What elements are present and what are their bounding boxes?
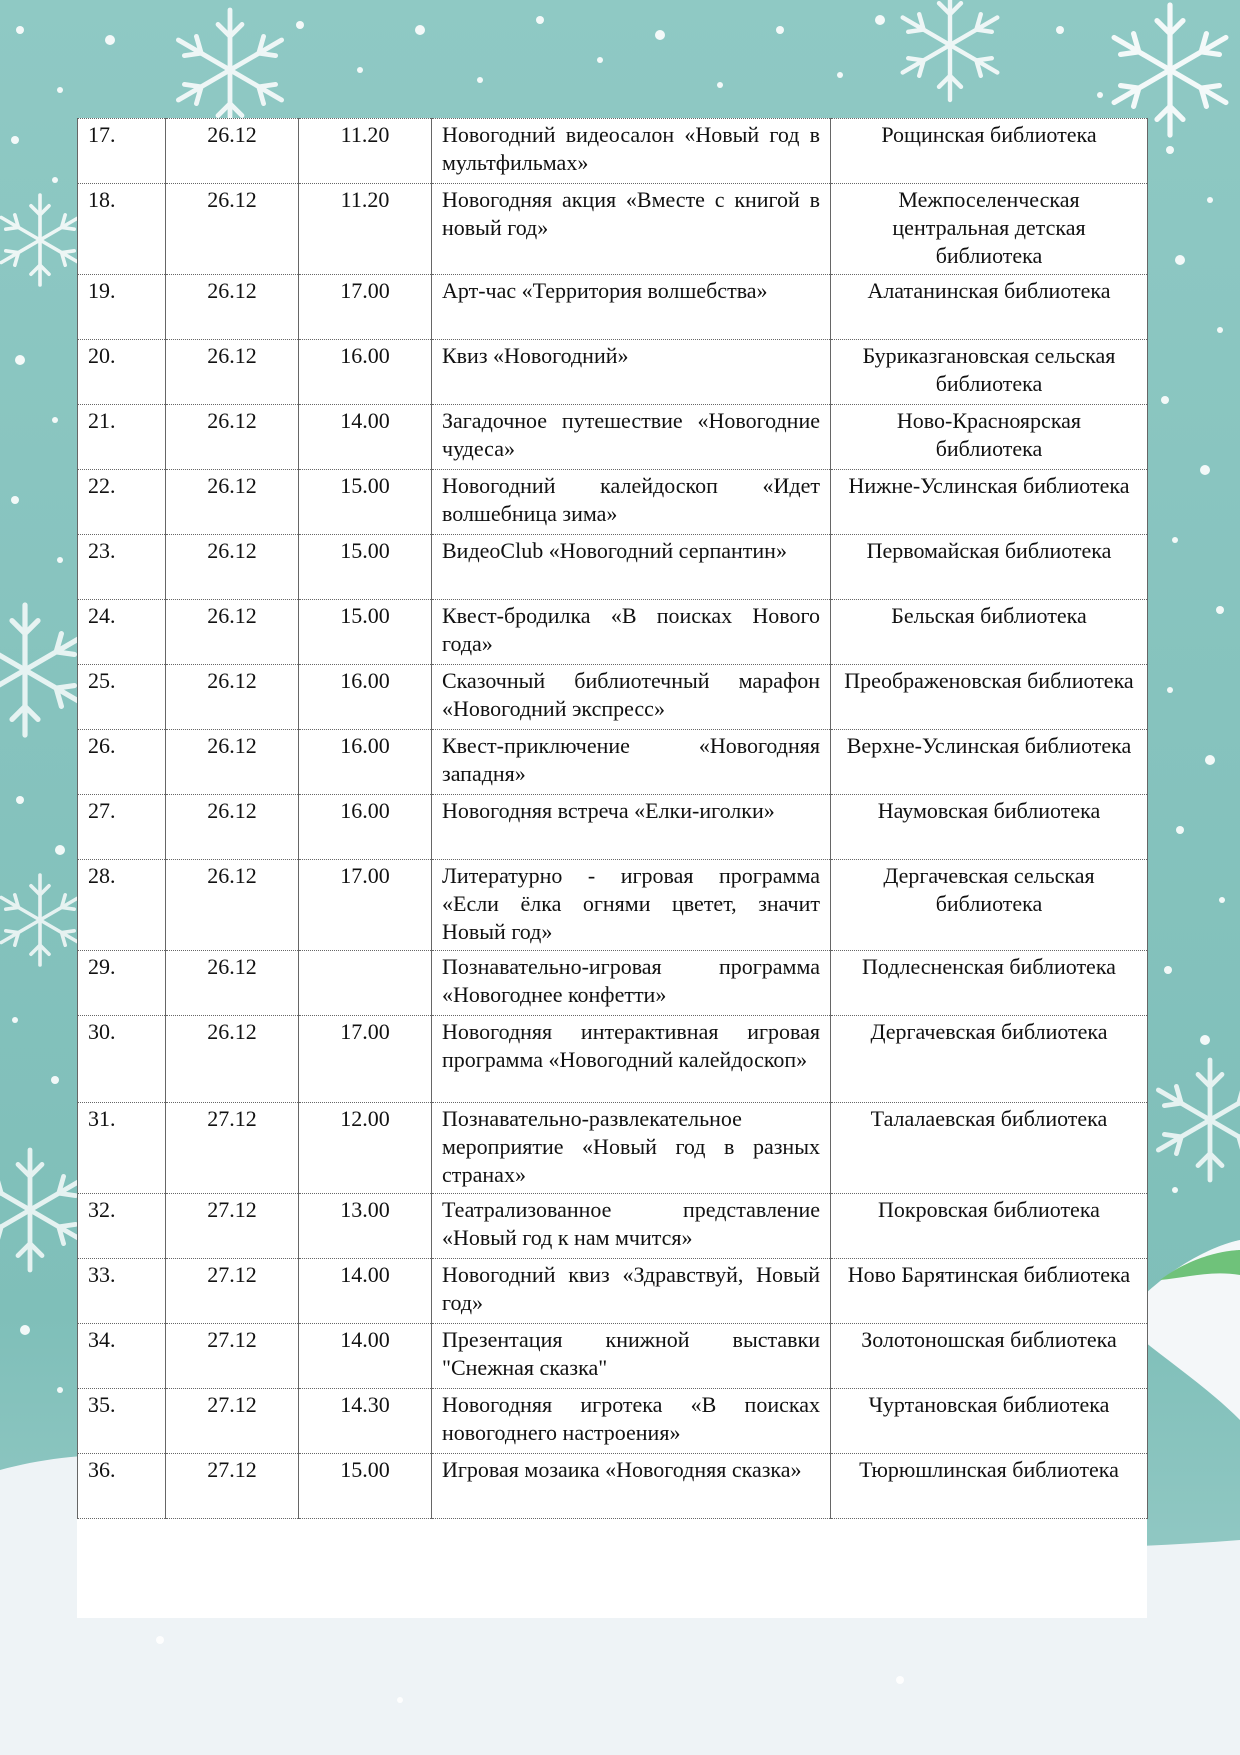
table-row — [78, 1194, 1148, 1259]
table-row — [78, 1454, 1148, 1519]
event-place: Ново-Красноярская библиотека — [831, 405, 1148, 470]
event-title: Новогодняя встреча «Елки-иголки» — [432, 795, 831, 860]
row-number: 19. — [78, 275, 166, 340]
snowflake-icon — [1114, 5, 1226, 135]
event-time: 11.20 — [299, 184, 432, 275]
event-date: 26.12 — [166, 535, 299, 600]
event-place: Буриказгановская сельская библиотека — [831, 340, 1148, 405]
table-row — [78, 275, 1148, 340]
event-time: 17.00 — [299, 860, 432, 951]
event-place: Чуртановская библиотека — [831, 1389, 1148, 1454]
event-date: 26.12 — [166, 340, 299, 405]
event-place: Наумовская библиотека — [831, 795, 1148, 860]
event-time — [299, 951, 432, 1016]
events-table — [77, 118, 1148, 1519]
row-number: 21. — [78, 405, 166, 470]
row-number: 28. — [78, 860, 166, 951]
event-title: Сказочный библиотечный марафон «Новогодний экспресс» — [432, 665, 831, 730]
event-date: 26.12 — [166, 665, 299, 730]
row-number: 30. — [78, 1016, 166, 1103]
event-time: 15.00 — [299, 600, 432, 665]
row-number: 24. — [78, 600, 166, 665]
table-row — [78, 119, 1148, 184]
table-row — [78, 795, 1148, 860]
event-date: 27.12 — [166, 1259, 299, 1324]
snowflake-icon — [1, 875, 78, 965]
event-place: Нижне-Услинская библиотека — [831, 470, 1148, 535]
event-time: 16.00 — [299, 340, 432, 405]
event-title: Презентация книжной выставки "Снежная сказка" — [432, 1324, 831, 1389]
event-date: 26.12 — [166, 730, 299, 795]
row-number: 23. — [78, 535, 166, 600]
event-place: Преображеновская библиотека — [831, 665, 1148, 730]
event-date: 26.12 — [166, 119, 299, 184]
table-row — [78, 1389, 1148, 1454]
event-date: 27.12 — [166, 1454, 299, 1519]
event-place: Бельская библиотека — [831, 600, 1148, 665]
event-time: 14.00 — [299, 1324, 432, 1389]
event-title: Новогодняя акция «Вместе с книгой в новый год» — [432, 184, 831, 275]
event-date: 26.12 — [166, 470, 299, 535]
event-time: 16.00 — [299, 730, 432, 795]
event-time: 16.00 — [299, 665, 432, 730]
event-date: 27.12 — [166, 1324, 299, 1389]
row-number: 34. — [78, 1324, 166, 1389]
event-title: Квест-приключение «Новогодняя западня» — [432, 730, 831, 795]
snowflake-icon — [0, 1150, 82, 1270]
event-title: Познавательно-игровая программа «Новогоднее конфетти» — [432, 951, 831, 1016]
event-date: 26.12 — [166, 405, 299, 470]
table-row — [78, 600, 1148, 665]
row-number: 35. — [78, 1389, 166, 1454]
event-title: Познавательно-развлекательное мероприятие «Новый год в разных странах» — [432, 1103, 831, 1194]
event-time: 11.20 — [299, 119, 432, 184]
event-time: 17.00 — [299, 1016, 432, 1103]
event-title: ВидеоClub «Новогодний серпантин» — [432, 535, 831, 600]
table-row — [78, 535, 1148, 600]
event-time: 15.00 — [299, 470, 432, 535]
event-date: 26.12 — [166, 860, 299, 951]
table-row — [78, 1103, 1148, 1194]
event-title: Новогодняя интерактивная игровая программа «Новогодний калейдоскоп» — [432, 1016, 831, 1103]
event-time: 15.00 — [299, 1454, 432, 1519]
event-time: 17.00 — [299, 275, 432, 340]
event-time: 13.00 — [299, 1194, 432, 1259]
event-date: 27.12 — [166, 1103, 299, 1194]
event-title: Новогодний видеосалон «Новый год в мультфильмах» — [432, 119, 831, 184]
event-place: Тюрюшлинская библиотека — [831, 1454, 1148, 1519]
table-row — [78, 184, 1148, 275]
row-number: 36. — [78, 1454, 166, 1519]
table-row — [78, 470, 1148, 535]
event-title: Театрализованное представление «Новый год к нам мчится» — [432, 1194, 831, 1259]
event-title: Арт-час «Территория волшебства» — [432, 275, 831, 340]
event-place: Талалаевская библиотека — [831, 1103, 1148, 1194]
event-place: Золотоношская библиотека — [831, 1324, 1148, 1389]
table-row — [78, 951, 1148, 1016]
event-title: Загадочное путешествие «Новогодние чудеса» — [432, 405, 831, 470]
table-row — [78, 405, 1148, 470]
event-title: Квиз «Новогодний» — [432, 340, 831, 405]
event-place: Межпоселенческая центральная детская библиотека — [831, 184, 1148, 275]
row-number: 22. — [78, 470, 166, 535]
table-row — [78, 1016, 1148, 1103]
event-time: 14.00 — [299, 405, 432, 470]
event-place: Верхне-Услинская библиотека — [831, 730, 1148, 795]
event-title: Литературно - игровая программа «Если ёлка огнями цветет, значит Новый год» — [432, 860, 831, 951]
event-place: Алатанинская библиотека — [831, 275, 1148, 340]
event-place: Первомайская библиотека — [831, 535, 1148, 600]
event-date: 26.12 — [166, 951, 299, 1016]
row-number: 33. — [78, 1259, 166, 1324]
snowflake-icon — [1158, 1060, 1240, 1180]
event-place: Дергачевская сельская библиотека — [831, 860, 1148, 951]
snowflake-icon — [903, 0, 998, 100]
event-date: 26.12 — [166, 275, 299, 340]
event-date: 27.12 — [166, 1194, 299, 1259]
table-row — [78, 1324, 1148, 1389]
event-time: 16.00 — [299, 795, 432, 860]
event-time: 14.00 — [299, 1259, 432, 1324]
event-title: Игровая мозаика «Новогодняя сказка» — [432, 1454, 831, 1519]
event-title: Новогодняя игротека «В поисках новогоднего настроения» — [432, 1389, 831, 1454]
event-place: Рощинская библиотека — [831, 119, 1148, 184]
event-date: 26.12 — [166, 795, 299, 860]
event-time: 12.00 — [299, 1103, 432, 1194]
event-place: Покровская библиотека — [831, 1194, 1148, 1259]
event-date: 26.12 — [166, 600, 299, 665]
event-date: 26.12 — [166, 184, 299, 275]
event-date: 27.12 — [166, 1389, 299, 1454]
row-number: 27. — [78, 795, 166, 860]
row-number: 26. — [78, 730, 166, 795]
event-title: Новогодний квиз «Здравствуй, Новый год» — [432, 1259, 831, 1324]
event-date: 26.12 — [166, 1016, 299, 1103]
snowflake-icon — [178, 10, 281, 130]
event-time: 14.30 — [299, 1389, 432, 1454]
event-title: Квест-бродилка «В поисках Нового года» — [432, 600, 831, 665]
event-time: 15.00 — [299, 535, 432, 600]
event-place: Дергачевская библиотека — [831, 1016, 1148, 1103]
row-number: 32. — [78, 1194, 166, 1259]
event-title: Новогодний калейдоскоп «Идет волшебница зима» — [432, 470, 831, 535]
event-place: Ново Барятинская библиотека — [831, 1259, 1148, 1324]
table-row — [78, 665, 1148, 730]
snowflake-icon — [1, 195, 78, 285]
row-number: 20. — [78, 340, 166, 405]
row-number: 18. — [78, 184, 166, 275]
snowflake-icon — [0, 605, 81, 735]
row-number: 25. — [78, 665, 166, 730]
table-row — [78, 340, 1148, 405]
row-number: 31. — [78, 1103, 166, 1194]
table-row — [78, 1259, 1148, 1324]
row-number: 29. — [78, 951, 166, 1016]
row-number: 17. — [78, 119, 166, 184]
event-place: Подлесненская библиотека — [831, 951, 1148, 1016]
table-row — [78, 860, 1148, 951]
table-row — [78, 730, 1148, 795]
